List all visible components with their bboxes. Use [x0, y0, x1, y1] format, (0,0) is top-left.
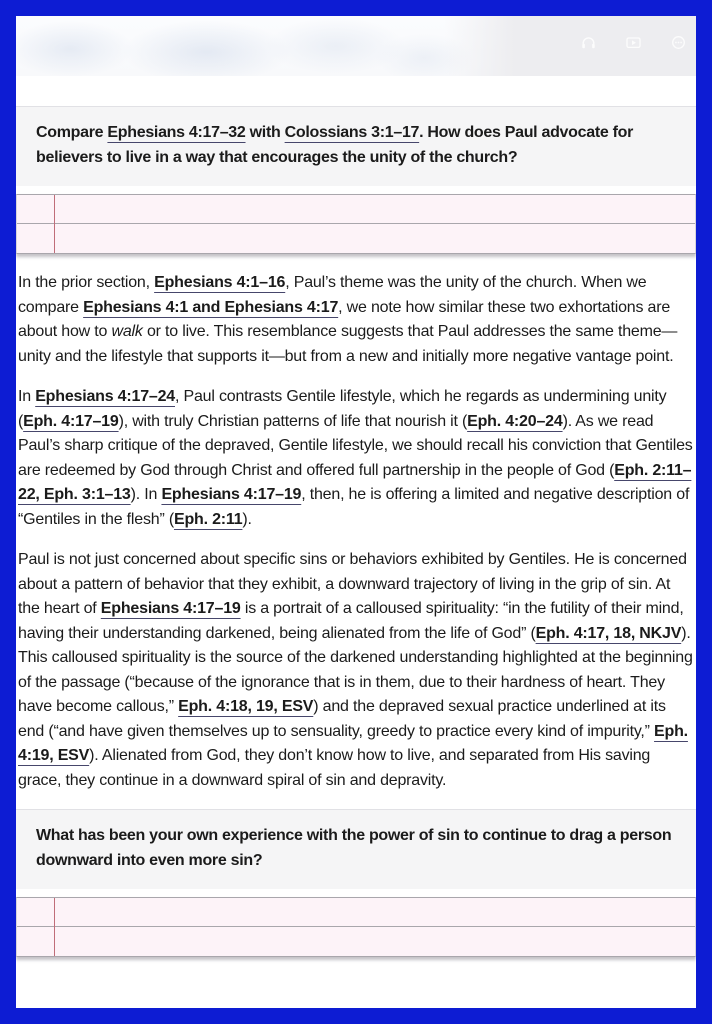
text-segment: . How does Paul advocate for believers to live in a way that encourages the unity of the church? — [36, 124, 634, 166]
question-text-2 — [36, 824, 676, 873]
header-banner — [16, 16, 696, 76]
scripture-link[interactable]: Eph. 2:11 — [173, 510, 243, 528]
text-segment: walk — [111, 323, 143, 340]
answer-lines-2 — [16, 897, 696, 957]
answer-lines-1 — [16, 194, 696, 254]
scripture-link[interactable]: Eph. 4:17–19 — [23, 412, 119, 430]
text-segment: , then, he is offering a limited and negative description of “Gentiles in the flesh” ( — [18, 486, 690, 528]
answer-line-row[interactable] — [17, 195, 695, 224]
scripture-link[interactable]: Ephesians 4:1–16 — [154, 274, 286, 291]
scripture-link[interactable]: Eph. 4:17, 18, NKJV — [535, 624, 682, 642]
text-segment: ). In — [130, 486, 162, 503]
text-segment: or to live. This resemblance suggests that Paul addresses the same theme—unity and the lifestyle that supports it—but from a new and initially more negative vantage point. — [18, 323, 678, 365]
text-segment: , Paul’s theme was the unity of the church. When we compare — [18, 274, 647, 316]
lesson-paragraph-2 — [18, 385, 694, 532]
text-segment: ). This calloused spirituality is the source of the darkened understanding highlighted at the beginning of the passage (“because of the ignorance that is in them, due to their hardness of heart. They have become callous,” — [18, 624, 693, 715]
lesson-page — [16, 16, 696, 1008]
text-segment: ). — [242, 510, 252, 528]
text-segment: , we note how similar these two exhortations are about how to — [18, 298, 671, 340]
text-segment: ), with truly Christian patterns of life that nourish it ( — [118, 412, 468, 430]
scripture-link[interactable]: Eph. 4:19, ESV — [18, 722, 688, 764]
scripture-link[interactable]: Ephesians 4:1 and Ephesians 4:17 — [83, 298, 339, 316]
video-play-icon[interactable] — [626, 35, 641, 50]
answer-line-row[interactable] — [17, 898, 695, 927]
answer-line-row[interactable] — [17, 224, 695, 253]
circle-more-icon[interactable] — [671, 35, 686, 50]
question-text-1 — [36, 121, 676, 170]
scripture-link[interactable]: Ephesians 4:17–24 — [35, 388, 175, 405]
question-block-1 — [16, 106, 696, 186]
scripture-link[interactable]: Ephesians 4:17–32 — [107, 124, 246, 141]
lesson-paragraph-3 — [18, 548, 694, 793]
scripture-link[interactable]: Eph. 2:11–22, Eph. 3:1–13 — [18, 461, 692, 503]
scripture-link[interactable]: Eph. 4:20–24 — [467, 412, 563, 430]
text-segment: Compare — [36, 124, 108, 141]
text-segment: ) and the depraved sexual practice underlined at its end (“and have given themselves up to sensuality, greedy to practice every kind of impurity,” — [18, 698, 666, 740]
banner-toolbar — [444, 16, 696, 76]
text-segment: ). Alienated from God, they don’t know how to live, and separated from His saving grace, they continue in a downward spiral of sin and depravity. — [18, 747, 651, 789]
scripture-link[interactable]: Colossians 3:1–17 — [284, 124, 420, 141]
text-segment: with — [245, 124, 285, 141]
answer-line-row[interactable] — [17, 927, 695, 956]
text-segment: In — [18, 388, 36, 405]
text-segment: What has been your own experience with the power of sin to continue to drag a person downward into even more sin? — [36, 827, 672, 869]
scripture-link[interactable]: Ephesians 4:17–19 — [161, 486, 302, 503]
text-segment: ). As we read Paul’s sharp critique of the depraved, Gentile lifestyle, we should recall his conviction that Gentiles are redeemed by God through Christ and offered full partnership in the people of God ( — [18, 412, 693, 479]
lesson-paragraph-1 — [18, 271, 694, 369]
question-block-2 — [16, 809, 696, 889]
lesson-text — [16, 271, 696, 793]
text-segment: In the prior section, — [18, 274, 155, 291]
text-segment: is a portrait of a calloused spirituality: “in the futility of their mind, having their understanding darkened, being alienated from the life of God” ( — [18, 600, 684, 642]
text-segment: Paul is not just concerned about specific sins or behaviors exhibited by Gentiles. He is concerned about a pattern of behavior that they exhibit, a downward trajectory of living in the grip of sin. At the heart of — [18, 551, 687, 617]
scripture-link[interactable]: Eph. 4:18, 19, ESV — [178, 698, 314, 715]
scripture-link[interactable]: Ephesians 4:17–19 — [100, 600, 241, 617]
headphones-icon[interactable] — [581, 35, 596, 50]
text-segment: , Paul contrasts Gentile lifestyle, which he regards as undermining unity ( — [18, 388, 667, 430]
